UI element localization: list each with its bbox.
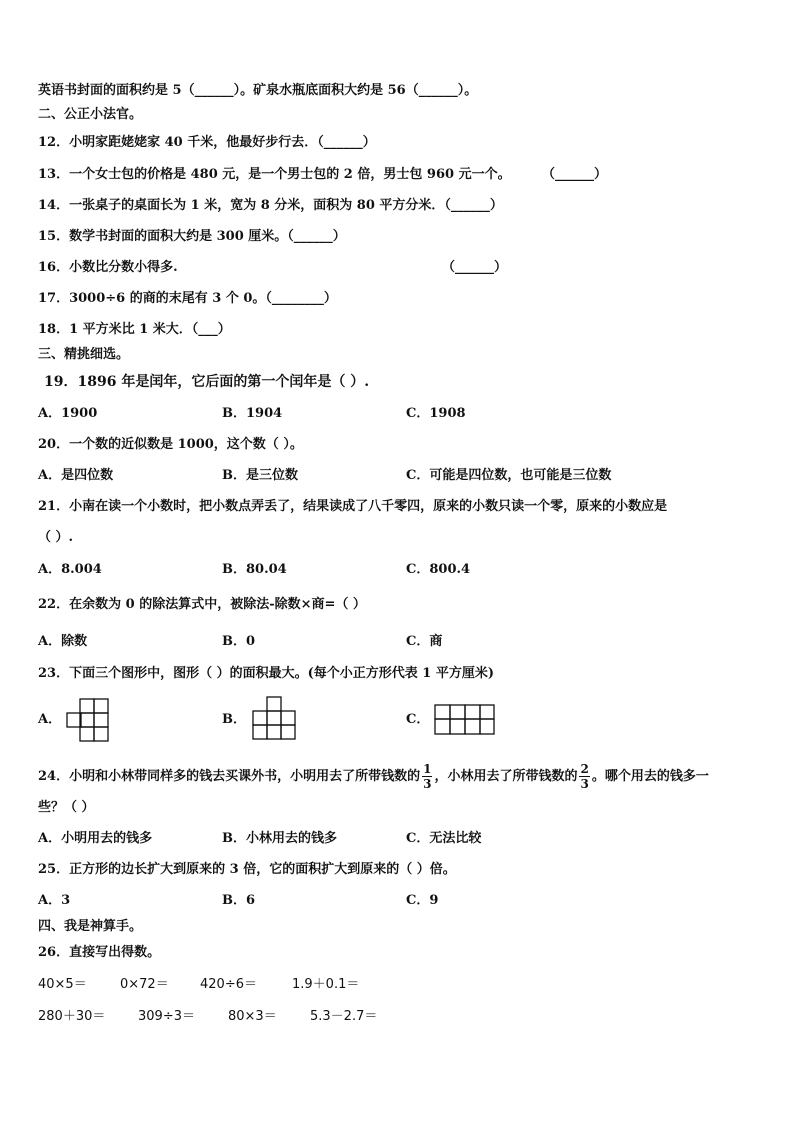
question-16-blank: （______） — [442, 260, 508, 275]
question-21: 21．小南在读一个小数时，把小数点弄丢了，结果读成了八千零四，原来的小数只读一个零，原来的小数应是 — [38, 499, 668, 514]
section-4-heading: 四、我是神算手。 — [38, 919, 143, 934]
q24-option-a: A．小明用去的钱多 — [38, 831, 153, 846]
question-24-continued: 些？（ ） — [38, 800, 95, 815]
question-17: 17．3000÷6 的商的末尾有 3 个 0。（________） — [38, 291, 337, 306]
section-3-heading: 三、精挑细选。 — [38, 347, 130, 362]
q22-option-b: B．0 — [222, 634, 256, 649]
calc-item: 280＋30＝ — [38, 1009, 106, 1024]
q20-option-b: B．是三位数 — [222, 468, 298, 483]
q21-option-b: B．80.04 — [222, 562, 287, 577]
question-26: 26．直接写出得数。 — [38, 945, 161, 960]
question-21-blank: （ ）. — [38, 530, 74, 545]
fraction-two-thirds: $\frac{2}{3}$ — [580, 762, 589, 791]
calc-item: 0×72＝ — [120, 977, 169, 992]
q24-text-part1: 24．小明和小林带同样多的钱去买课外书，小明用去了所带钱数的 — [38, 769, 421, 784]
q25-option-a: A．3 — [38, 893, 71, 908]
q23-option-c: C． — [406, 712, 430, 727]
question-19: 19．1896 年是闰年，它后面的第一个闰年是（ ）. — [44, 374, 370, 390]
q21-option-c: C．800.4 — [406, 562, 471, 577]
q22-option-a: A．除数 — [38, 634, 88, 649]
q24-option-b: B．小林用去的钱多 — [222, 831, 337, 846]
q24-text-part3: 。哪个用去的钱多一 — [591, 769, 709, 784]
q19-option-c: C．1908 — [406, 406, 466, 421]
q23-option-a: A． — [38, 712, 62, 727]
question-13-blank: （______） — [542, 167, 608, 182]
question-14: 14．一张桌子的桌面长为 1 米，宽为 8 分米，面积为 80 平方分米．（______） — [38, 198, 503, 213]
figure-a-grid-icon — [66, 698, 112, 744]
question-23: 23．下面三个图形中，图形（ ）的面积最大。(每个小正方形代表 1 平方厘米) — [38, 666, 495, 681]
calc-item: 1.9＋0.1＝ — [292, 977, 360, 992]
q20-option-a: A．是四位数 — [38, 468, 114, 483]
calc-item: 309÷3＝ — [138, 1009, 195, 1024]
q24-option-c: C．无法比较 — [406, 831, 482, 846]
question-24 — [38, 762, 709, 791]
figure-b-grid-icon — [252, 696, 298, 744]
q19-option-b: B．1904 — [222, 406, 283, 421]
q25-option-b: B．6 — [222, 893, 256, 908]
q21-option-a: A．8.004 — [38, 562, 102, 577]
q22-option-c: C．商 — [406, 634, 443, 649]
question-20: 20．一个数的近似数是 1000，这个数（ ）。 — [38, 437, 303, 452]
question-12: 12．小明家距姥姥家 40 千米，他最好步行去．（______） — [38, 135, 376, 150]
calc-item: 5.3－2.7＝ — [310, 1009, 378, 1024]
question-25: 25．正方形的边长扩大到原来的 3 倍，它的面积扩大到原来的（ ）倍。 — [38, 862, 456, 877]
figure-c-grid-icon — [434, 704, 496, 736]
q24-text-part2: ，小林用去了所带钱数的 — [434, 769, 578, 784]
q23-option-b: B． — [222, 712, 246, 727]
calc-item: 40×5＝ — [38, 977, 87, 992]
fraction-one-third: $\frac{1}{3}$ — [423, 762, 432, 791]
q20-option-c: C．可能是四位数，也可能是三位数 — [406, 468, 612, 483]
question-18: 18．1 平方米比 1 米大．（___） — [38, 322, 231, 337]
q25-option-c: C．9 — [406, 893, 439, 908]
calc-item: 420÷6＝ — [200, 977, 257, 992]
section-2-heading: 二、公正小法官。 — [38, 107, 143, 122]
question-15: 15．数学书封面的面积大约是 300 厘米。（______） — [38, 229, 346, 244]
question-22: 22．在余数为 0 的除法算式中，被除法-除数×商=（ ） — [38, 597, 366, 612]
question-13: 13．一个女士包的价格是 480 元，是一个男士包的 2 倍，男士包 960 元一个。 — [38, 167, 511, 182]
calc-item: 80×3＝ — [228, 1009, 277, 1024]
q19-option-a: A．1900 — [38, 406, 98, 421]
question-16: 16．小数比分数小得多. — [38, 260, 178, 275]
question-11-continued: 英语书封面的面积约是 5（______）。矿泉水瓶底面积大约是 56（______）。 — [38, 83, 478, 98]
